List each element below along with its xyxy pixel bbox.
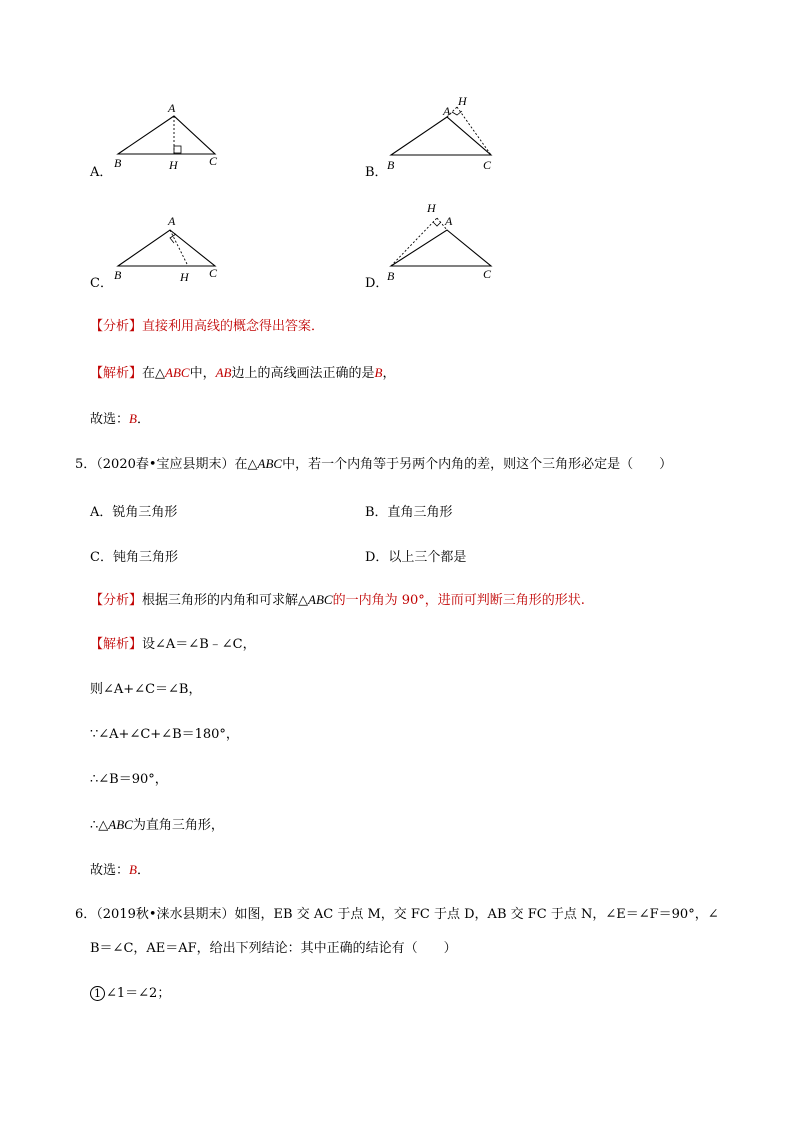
q5-solution-1: [90, 636, 256, 654]
label-a: A: [443, 104, 451, 118]
q5-source: （2020春•宝应县期末）: [96, 457, 235, 472]
q5-solution-tag: 【解析】: [90, 637, 143, 652]
answer-value: B: [129, 411, 137, 426]
q5-stem: [75, 455, 672, 474]
option-b-letter: B．: [365, 165, 388, 180]
q5-analysis-pre: 根据三角形的内角和可求解△: [142, 593, 309, 608]
q4-solution: [90, 364, 395, 383]
answer-end: ．: [136, 412, 150, 427]
q5-answer-pre: 故选：: [90, 863, 130, 878]
q5-analysis: [90, 591, 585, 610]
label-b: B: [114, 156, 122, 170]
q4-analysis: [90, 318, 324, 336]
q5-stem-pre: 在△: [234, 457, 258, 472]
option-a-figure: [110, 96, 230, 176]
option-c-letter: C．: [90, 276, 113, 291]
q6-stem-line-2: B＝∠C，AE＝AF，给出下列结论：其中正确的结论有（ ）: [90, 941, 457, 956]
solution-answer: B: [374, 365, 383, 380]
q5-step-5-abc: ABC: [108, 817, 133, 832]
solution-ab: AB: [215, 365, 232, 380]
q5-answer-end: ．: [136, 863, 150, 878]
q5-answer: [90, 861, 150, 880]
q5-option-a[interactable]: A．锐角三角形: [90, 505, 178, 520]
q6-number: 6．: [75, 907, 97, 922]
label-c: C: [209, 266, 218, 280]
solution-mid: 中，: [189, 366, 216, 381]
label-a: A: [168, 101, 176, 115]
q5-number: 5．: [75, 457, 97, 472]
label-c: C: [483, 267, 492, 281]
label-b: B: [114, 268, 122, 282]
label-h: H: [169, 158, 178, 172]
q4-answer: [90, 410, 150, 429]
q5-analysis-post: 的一内角为 90°，进而可判断三角形的形状.: [332, 593, 585, 608]
solution-post: 边上的高线画法正确的是: [231, 366, 375, 381]
q5-step-5: [90, 816, 224, 835]
q5-option-b[interactable]: B．直角三角形: [365, 505, 453, 520]
solution-pre: 在△: [142, 366, 166, 381]
solution-abc: ABC: [165, 365, 190, 380]
q5-option-c[interactable]: C．钝角三角形: [90, 550, 178, 565]
q5-step-1: 设∠A＝∠B﹣∠C，: [142, 637, 256, 652]
solution-tag: 【解析】: [90, 366, 143, 381]
q6-source: （2019秋•涞水县期末）: [96, 907, 235, 922]
analysis-tag: 【分析】: [90, 319, 143, 334]
q6-item-1-text: ∠1＝∠2；: [106, 986, 171, 1001]
q5-answer-value: B: [129, 862, 137, 877]
solution-end: ，: [382, 366, 396, 381]
q5-abc: ABC: [257, 456, 283, 471]
label-h: H: [458, 94, 467, 108]
item-number-circle: 1: [90, 986, 105, 1001]
option-b-figure: [383, 90, 508, 176]
q6-stem-line-1: [75, 906, 719, 924]
label-b: B: [387, 269, 395, 283]
q6-item-1: [90, 985, 170, 1003]
label-h: H: [180, 270, 189, 284]
q5-stem-post: 中，若一个内角等于另两个内角的差，则这个三角形必定是（ ）: [282, 457, 673, 472]
option-c-figure: [110, 208, 230, 288]
label-h: H: [427, 201, 436, 215]
q6-line-1: 如图，EB 交 AC 于点 M，交 FC 于点 D，AB 交 FC 于点 N，∠E＝∠F＝90°，∠: [234, 907, 719, 922]
label-c: C: [483, 158, 492, 172]
q5-step-3: ∵∠A+∠C+∠B＝180°，: [90, 727, 239, 742]
option-a-letter: A．: [90, 165, 113, 180]
q5-analysis-abc: ABC: [308, 592, 333, 607]
q5-step-5-post: 为直角三角形，: [132, 818, 224, 833]
answer-pre: 故选：: [90, 412, 130, 427]
q5-analysis-tag: 【分析】: [90, 593, 143, 608]
q5-step-4: ∴∠B＝90°，: [90, 772, 168, 787]
option-d-figure: [383, 198, 508, 286]
q5-step-2: 则∠A+∠C＝∠B，: [90, 682, 202, 697]
label-a: A: [445, 214, 453, 228]
analysis-text: 直接利用高线的概念得出答案．: [142, 319, 325, 334]
q5-option-d[interactable]: D．以上三个都是: [365, 550, 467, 565]
label-c: C: [209, 154, 218, 168]
label-b: B: [387, 158, 395, 172]
option-d-letter: D．: [365, 276, 389, 291]
q5-step-5-pre: ∴△: [90, 818, 109, 833]
label-a: A: [168, 214, 176, 228]
